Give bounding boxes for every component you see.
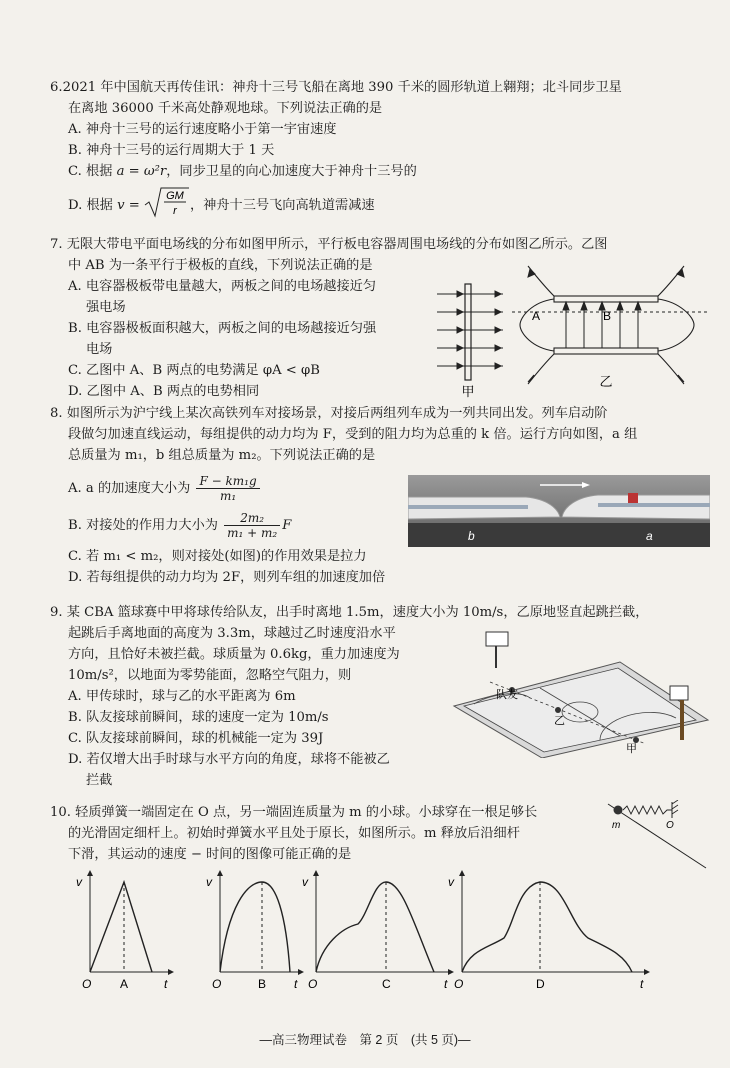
train-docking-photo — [408, 475, 710, 547]
graph-d — [448, 870, 650, 991]
q6-option-c — [50, 161, 710, 182]
q9-stem-line3: 方向，且恰好未被拦截。球质量为 0.6kg，重力加速度为 — [68, 647, 400, 662]
q6-option-c-formula: a = ω²r — [116, 164, 167, 179]
q9-stem-line1: 9. 某 CBA 篮球赛中甲将球传给队友，出手时离地 1.5m，速度大小为 10m/s，乙原地竖直起跳拦截， — [50, 605, 649, 620]
q8-option-d: D. 若每组提供的动力均为 2F，则列车组的加速度加倍 — [68, 570, 386, 585]
photo-label-b: b — [468, 529, 475, 543]
figure-jia-field-lines — [435, 280, 505, 400]
q8-option-b-numerator: 2m₂ — [224, 511, 280, 526]
q8-option-b-suffix: F — [282, 518, 292, 533]
point-a-label: A — [532, 309, 541, 323]
label-jia: 甲 — [626, 743, 637, 755]
q6-stem-line1: 6.2021 年中国航天再传佳讯：神舟十三号飞船在离地 390 千米的圆形轨道上翱翔；北斗同步卫星 — [50, 80, 622, 95]
graph-c-v-axis: v — [302, 875, 308, 889]
graph-c-label: C — [382, 977, 391, 991]
graph-a-origin: O — [82, 977, 92, 991]
graph-a-v-axis: v — [76, 875, 82, 889]
graph-b-origin: O — [212, 977, 222, 991]
graph-b — [206, 870, 304, 991]
graph-d-t-axis: t — [640, 977, 644, 991]
vt-graphs — [76, 864, 702, 994]
q9-option-d-line1: D. 若仅增大出手时球与水平方向的角度，球将不能被乙 — [68, 752, 390, 767]
q9-stem-line4: 10m/s²，以地面为零势能面，忽略空气阻力，则 — [68, 668, 352, 683]
q9-option-b: B. 队友接球前瞬间，球的速度一定为 10m/s — [68, 710, 329, 725]
graph-b-v-axis: v — [206, 875, 212, 889]
q7-option-c: C. 乙图中 A、B 两点的电势满足 φA < φB — [68, 363, 320, 378]
graph-a-t-axis: t — [164, 977, 168, 991]
q7-stem-line2: 中 AB 为一条平行于极板的直线，下列说法正确的是 — [68, 258, 373, 273]
q7-option-d: D. 乙图中 A、B 两点的电势相同 — [68, 384, 260, 399]
label-teammate: 队友 — [496, 689, 518, 701]
q6-option-d-v: v = — [117, 198, 140, 213]
q8-option-b-prefix: B. 对接处的作用力大小为 — [68, 518, 218, 533]
q9-stem-line2: 起跳后手离地面的高度为 3.3m，球越过乙时速度沿水平 — [68, 626, 396, 641]
graph-a-label: A — [120, 977, 129, 991]
photo-label-a: a — [646, 529, 653, 543]
graph-c-origin: O — [308, 977, 318, 991]
q6-sqrt-numerator: GM — [166, 190, 184, 202]
q10-stem-line3: 下滑，其运动的速度 − 时间的图像可能正确的是 — [68, 847, 352, 862]
q6-option-d-prefix: D. 根据 — [68, 198, 118, 213]
figure-yi-label: 乙 — [599, 374, 613, 389]
sqrt-sign-icon — [144, 186, 190, 218]
graph-c — [302, 870, 454, 991]
q9-option-a: A. 甲传球时，球与乙的水平距离为 6m — [68, 689, 296, 704]
q6-stem-line2: 在离地 36000 千米高处静观地球。下列说法正确的是 — [68, 101, 383, 116]
basketball-court-diagram — [450, 628, 712, 758]
graph-c-t-axis: t — [444, 977, 448, 991]
graph-b-label: B — [258, 977, 267, 991]
q7-option-b-line1: B. 电容器极板面积越大，两板之间的电场越接近匀强 — [68, 321, 377, 336]
q8-stem-line1: 8. 如图所示为沪宁线上某次高铁列车对接场景，对接后两组列车成为一列共同出发。列车启动阶 — [50, 406, 608, 421]
point-b-label: B — [603, 309, 612, 323]
label-mass-m: m — [612, 820, 621, 831]
label-point-o: O — [666, 820, 674, 831]
q8-option-b-fraction — [224, 511, 280, 540]
q8-option-c: C. 若 m₁ < m₂，则对接处(如图)的作用效果是拉力 — [68, 549, 367, 564]
sqrt-symbol — [144, 186, 190, 225]
q8-stem-line3: 总质量为 m₁，b 组总质量为 m₂。下列说法正确的是 — [68, 448, 376, 463]
q7-stem-line1: 7. 无限大带电平面电场线的分布如图甲所示，平行板电容器周围电场线的分布如图乙所示。乙图 — [50, 237, 608, 252]
q8-option-a-numerator: F − km₁g — [196, 474, 259, 489]
q9-option-d-line2: 拦截 — [86, 773, 113, 788]
q8-option-b-denominator: m₁ + m₂ — [227, 526, 278, 540]
figure-yi-capacitor — [512, 262, 708, 392]
q7-option-a-line2: 强电场 — [86, 300, 126, 315]
label-yi: 乙 — [554, 715, 565, 727]
graph-d-v-axis: v — [448, 875, 454, 889]
q10-stem-line1: 10. 轻质弹簧一端固定在 O 点，另一端固连质量为 m 的小球。小球穿在一根足够长 — [50, 805, 538, 820]
q8-option-a-prefix: A. a 的加速度大小为 — [68, 481, 191, 496]
page-footer: —高三物理试卷 第 2 页 (共 5 页)— — [259, 1033, 471, 1047]
q6-option-a: A. 神舟十三号的运行速度略小于第一宇宙速度 — [68, 122, 337, 137]
question-6 — [50, 77, 710, 225]
q8-option-a-denominator: m₁ — [219, 489, 237, 503]
spring-rod-diagram — [606, 800, 710, 872]
graph-a — [76, 870, 174, 991]
q6-sqrt-denominator: r — [173, 205, 177, 217]
q8-stem-line2: 段做匀加速直线运动，每组提供的动力均为 F，受到的阻力均为总重的 k 倍。运行方向如图，a 组 — [68, 427, 638, 442]
q7-option-a-line1: A. 电容器极板带电量越大，两板之间的电场越接近匀 — [68, 279, 377, 294]
q6-option-d — [50, 186, 710, 225]
q7-option-b-line2: 电场 — [86, 342, 113, 357]
q6-option-d-suffix: ，神舟十三号飞向高轨道需减速 — [189, 198, 375, 213]
q9-option-c: C. 队友接球前瞬间，球的机械能一定为 39J — [68, 731, 324, 746]
q8-option-a-fraction — [196, 474, 259, 503]
q10-stem-line2: 的光滑固定细杆上。初始时弹簧水平且处于原长，如图所示。m 释放后沿细杆 — [68, 826, 520, 841]
figure-jia-label: 甲 — [461, 384, 475, 399]
graph-d-origin: O — [454, 977, 464, 991]
q6-option-c-suffix: ，同步卫星的向心加速度大于神舟十三号的 — [166, 164, 417, 179]
graph-b-t-axis: t — [294, 977, 298, 991]
q6-option-c-prefix: C. 根据 — [68, 164, 117, 179]
graph-d-label: D — [536, 977, 545, 991]
q6-option-b: B. 神舟十三号的运行周期大于 1 天 — [68, 143, 275, 158]
